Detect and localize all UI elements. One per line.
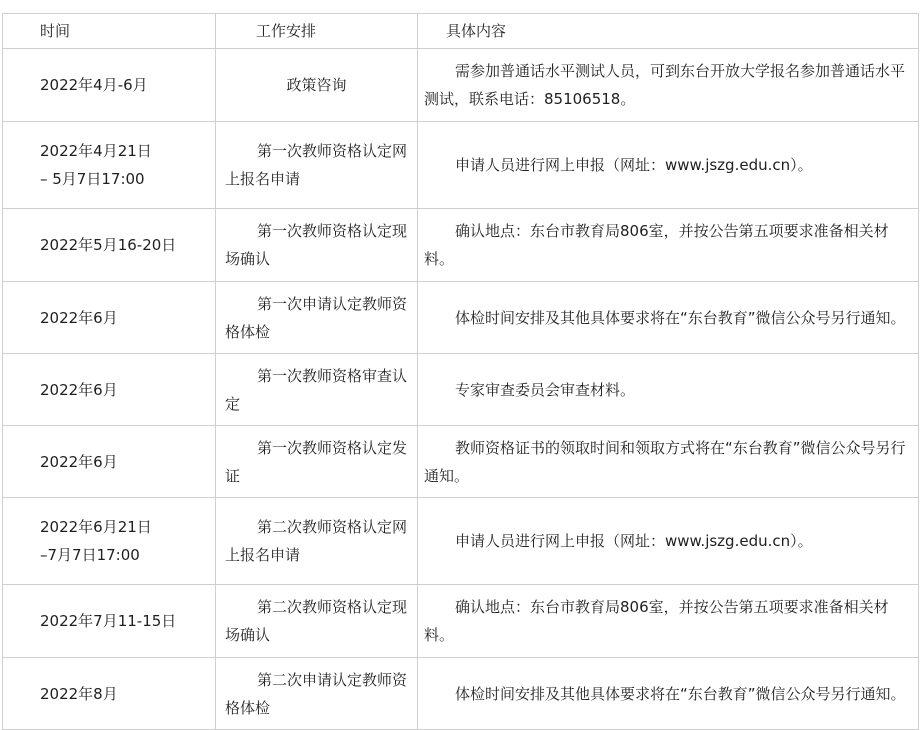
header-time: 时间 bbox=[3, 14, 216, 49]
time-line: 2022年6月 bbox=[40, 308, 118, 327]
task-text: 第二次申请认定教师资格体检 bbox=[225, 670, 408, 717]
cell-task bbox=[216, 49, 418, 122]
cell-task bbox=[216, 122, 418, 209]
task-text: 第二次教师资格认定现场确认 bbox=[225, 598, 408, 644]
table-row bbox=[3, 209, 919, 282]
time-line: 2022年7月11-15日 bbox=[40, 612, 177, 630]
detail-text: 教师资格证书的领取时间和领取方式将在“东台教育”微信公众号另行通知。 bbox=[424, 438, 906, 485]
detail-text: 确认地点：东台市教育局806室，并按公告第五项要求准备相关材料。 bbox=[424, 222, 889, 268]
cell-detail bbox=[418, 122, 919, 209]
cell-detail bbox=[418, 658, 919, 730]
schedule-table bbox=[2, 13, 919, 730]
task-text: 第一次申请认定教师资格体检 bbox=[225, 294, 408, 341]
table-row bbox=[3, 282, 919, 354]
cell-time bbox=[3, 49, 216, 122]
cell-task bbox=[216, 209, 418, 282]
time-line: 2022年6月 bbox=[40, 380, 118, 399]
time-line: 2022年8月 bbox=[40, 684, 118, 703]
task-text: 第一次教师资格认定网上报名申请 bbox=[225, 142, 408, 188]
cell-task bbox=[216, 498, 418, 585]
cell-time bbox=[3, 282, 216, 354]
task-text: 第一次教师资格认定现场确认 bbox=[225, 222, 408, 268]
cell-task bbox=[216, 658, 418, 730]
table-row bbox=[3, 122, 919, 209]
detail-text: 体检时间安排及其他具体要求将在“东台教育”微信公众号另行通知。 bbox=[455, 308, 906, 327]
time-line: 2022年6月21日 bbox=[40, 518, 152, 536]
time-line: 2022年4月-6月 bbox=[40, 76, 148, 94]
cell-detail bbox=[418, 209, 919, 282]
table-row bbox=[3, 585, 919, 658]
time-line: 2022年5月16-20日 bbox=[40, 236, 177, 254]
cell-time bbox=[3, 585, 216, 658]
task-text: 第二次教师资格认定网上报名申请 bbox=[225, 518, 408, 564]
table-body bbox=[3, 49, 919, 730]
cell-time bbox=[3, 658, 216, 730]
cell-time bbox=[3, 426, 216, 498]
cell-task bbox=[216, 282, 418, 354]
detail-text: 体检时间安排及其他具体要求将在“东台教育”微信公众号另行通知。 bbox=[455, 684, 906, 703]
detail-text: 申请人员进行网上申报（网址：www.jszg.edu.cn）。 bbox=[455, 156, 813, 174]
cell-time bbox=[3, 209, 216, 282]
cell-detail bbox=[418, 585, 919, 658]
cell-detail bbox=[418, 426, 919, 498]
detail-text: 申请人员进行网上申报（网址：www.jszg.edu.cn）。 bbox=[455, 532, 813, 550]
cell-task bbox=[216, 354, 418, 426]
cell-detail bbox=[418, 354, 919, 426]
cell-detail bbox=[418, 498, 919, 585]
time-line: –7月7日17:00 bbox=[40, 546, 140, 564]
time-line: 2022年4月21日 bbox=[40, 142, 152, 160]
cell-task bbox=[216, 426, 418, 498]
cell-task bbox=[216, 585, 418, 658]
table-row bbox=[3, 49, 919, 122]
cell-time bbox=[3, 122, 216, 209]
cell-time bbox=[3, 354, 216, 426]
cell-detail bbox=[418, 282, 919, 354]
detail-text: 确认地点：东台市教育局806室，并按公告第五项要求准备相关材料。 bbox=[424, 598, 889, 644]
time-line: – 5月7日17:00 bbox=[40, 170, 145, 188]
time-line: 2022年6月 bbox=[40, 452, 118, 471]
header-detail: 具体内容 bbox=[418, 14, 919, 49]
table-row bbox=[3, 498, 919, 585]
table-row bbox=[3, 426, 919, 498]
task-text: 第一次教师资格审查认定 bbox=[225, 366, 408, 413]
detail-text: 专家审查委员会审查材料。 bbox=[455, 380, 636, 399]
cell-detail bbox=[418, 49, 919, 122]
task-text: 第一次教师资格认定发证 bbox=[225, 438, 408, 485]
detail-text: 需参加普通话水平测试人员，可到东台开放大学报名参加普通话水平测试，联系电话：85106518。 bbox=[424, 62, 906, 108]
table-row bbox=[3, 658, 919, 730]
cell-time bbox=[3, 498, 216, 585]
table-header-row bbox=[3, 14, 919, 49]
task-text: 政策咨询 bbox=[286, 76, 347, 94]
header-task: 工作安排 bbox=[216, 14, 418, 49]
table-row bbox=[3, 354, 919, 426]
